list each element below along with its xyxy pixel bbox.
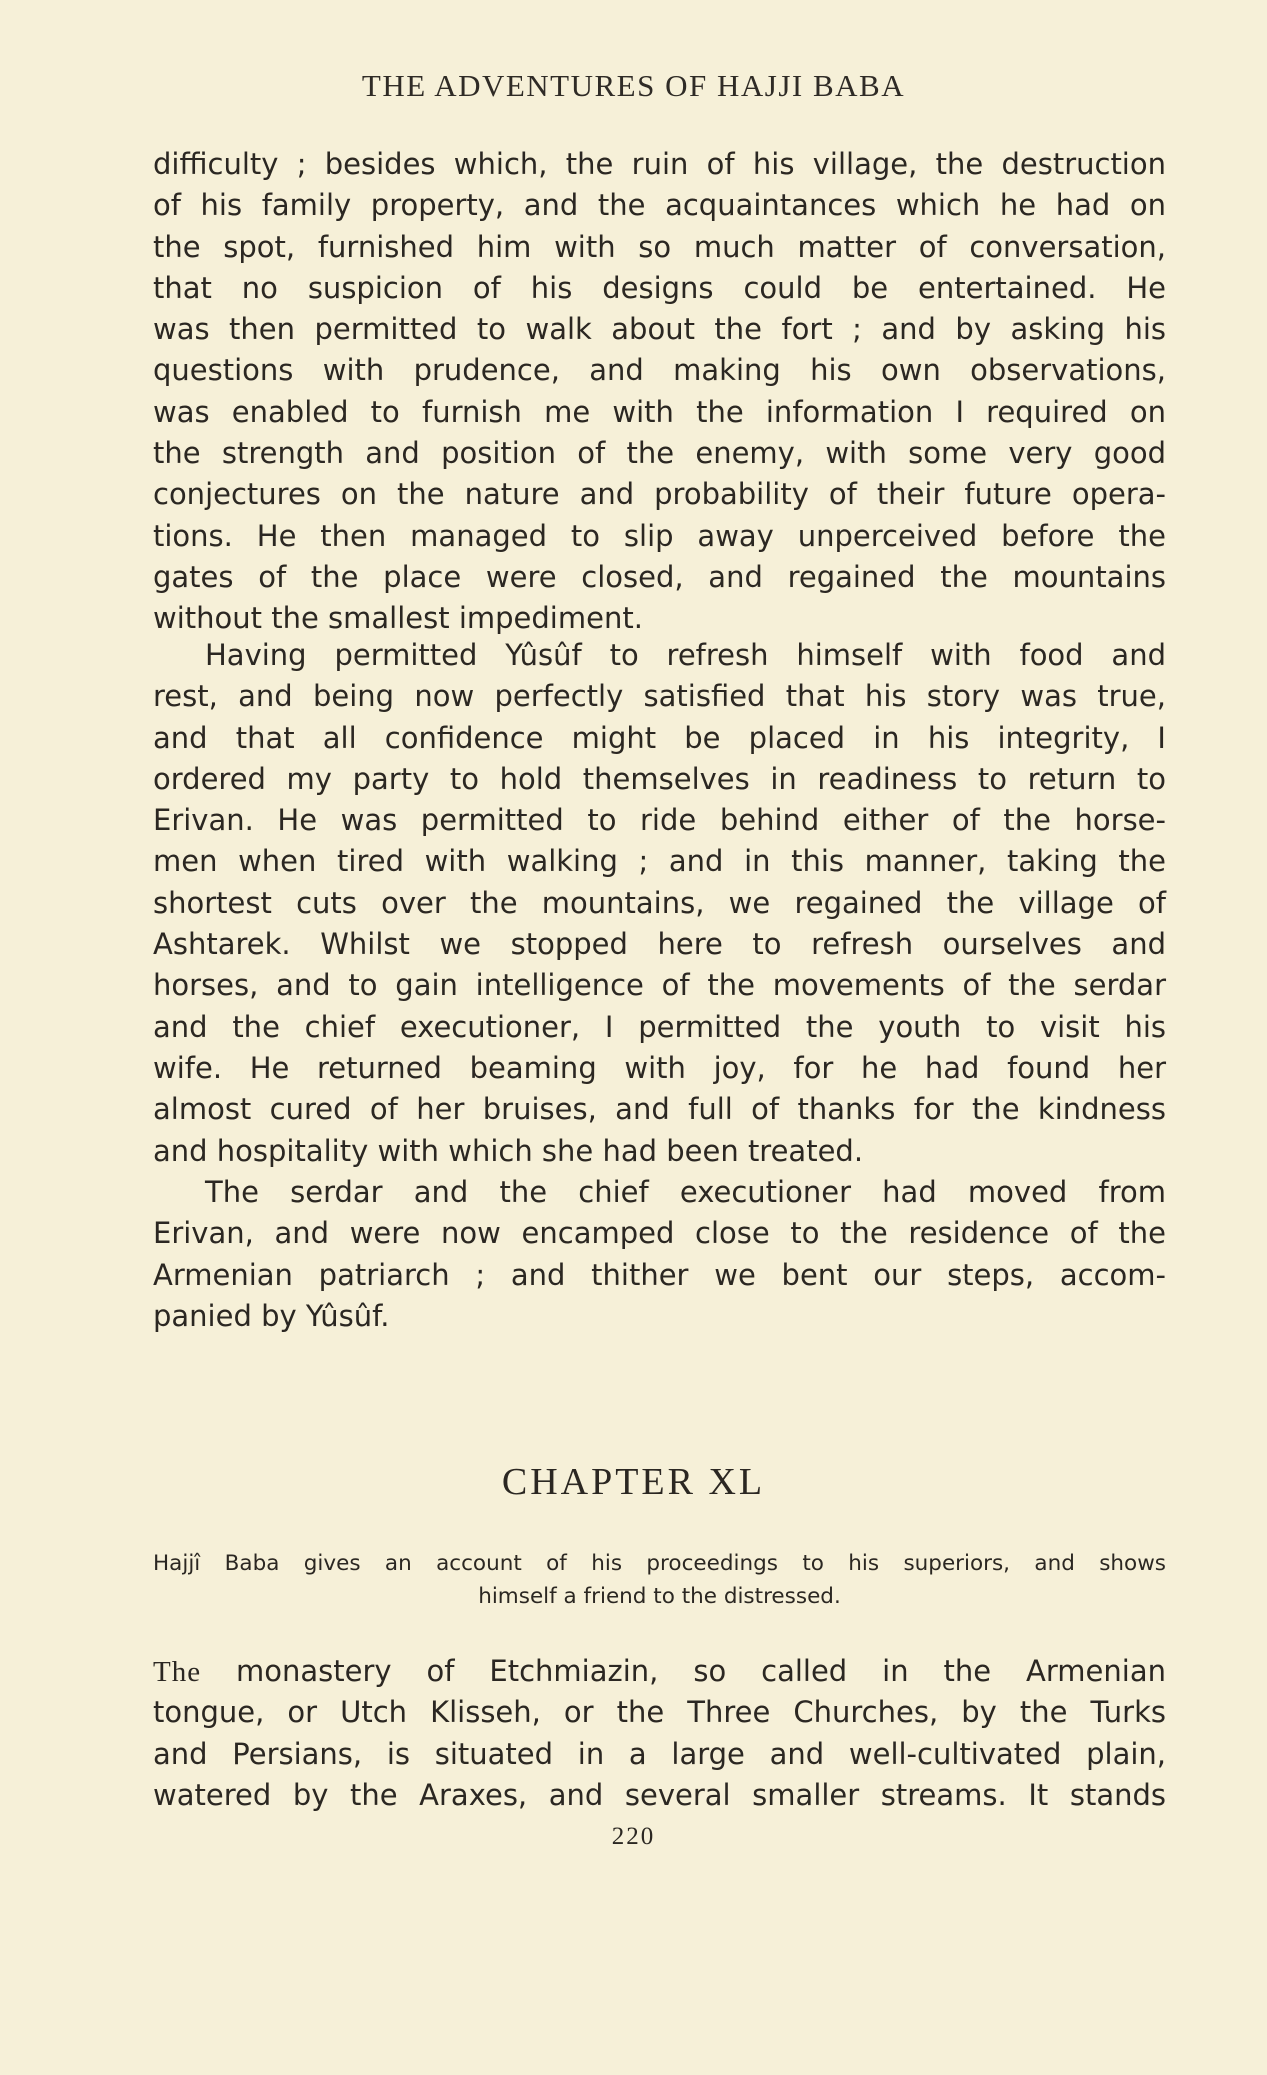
text-line: and that all confidence might be placed in his integrity, I — [153, 720, 1166, 755]
text-line: horses, and to gain intelligence of the movements of the serdar — [153, 968, 1166, 1003]
first-line-text: monastery of Etchmiazin, so called in the Armenian — [201, 1654, 1166, 1688]
text-line: the strength and position of the enemy, with some very good — [153, 436, 1166, 471]
text-line: The serdar and the chief executioner had moved from — [205, 1175, 1166, 1209]
running-head: THE ADVENTURES OF HAJJI BABA — [361, 68, 906, 103]
text-line: was enabled to furnish me with the information I required on — [153, 394, 1166, 429]
text-line: questions with prudence, and making his own observations, — [153, 353, 1166, 388]
text-line: that no suspicion of his designs could be entertained. He — [153, 270, 1166, 305]
text-line: and hospitality with which she had been treated. — [153, 1133, 864, 1168]
text-line: men when tired with walking ; and in this manner, taking the — [153, 844, 1166, 879]
text-line: tongue, or Utch Klisseh, or the Three Churches, by the Turks — [153, 1695, 1166, 1730]
text-line: of his family property, and the acquaintances which he had on — [153, 188, 1166, 223]
text-line: Erivan, and were now encamped close to the residence of the — [153, 1216, 1166, 1251]
chapter-summary — [153, 1547, 1166, 1613]
text-line: Erivan. He was permitted to ride behind either of the horse- — [153, 803, 1166, 838]
paragraph-4 — [153, 1651, 1166, 1816]
text-line: wife. He returned beaming with joy, for he had found her — [153, 1050, 1166, 1085]
text-line: Armenian patriarch ; and thither we bent our steps, accom- — [153, 1257, 1166, 1292]
text-line: and Persians, is situated in a large and well-cultivated plain, — [153, 1736, 1166, 1771]
page-number: 220 — [611, 1823, 656, 1850]
summary-line: himself a friend to the distressed. — [478, 1584, 841, 1609]
text-line: Having permitted Yûsûf to refresh himself with food and — [205, 638, 1166, 672]
paragraph-2 — [153, 635, 1166, 1172]
text-line: panied by Yûsûf. — [153, 1298, 390, 1333]
paragraph-1 — [153, 144, 1166, 640]
text-line: conjectures on the nature and probability of their future opera- — [153, 477, 1166, 512]
paragraph-3 — [153, 1172, 1166, 1337]
chapter-title: CHAPTER XL — [501, 1461, 766, 1503]
text-line: rest, and being now perfectly satisfied that his story was true, — [153, 679, 1166, 714]
text-line: shortest cuts over the mountains, we regained the village of — [153, 885, 1166, 920]
text-line — [153, 1651, 1166, 1692]
text-line: tions. He then managed to slip away unperceived before the — [153, 518, 1166, 553]
text-line: Ashtarek. Whilst we stopped here to refresh ourselves and — [153, 927, 1166, 962]
summary-line: Hajjî Baba gives an account of his proceedings to his superiors, and shows — [153, 1551, 1166, 1576]
text-line: gates of the place were closed, and regained the mountains — [153, 559, 1166, 594]
text-line: ordered my party to hold themselves in readiness to return to — [153, 761, 1166, 796]
text-line: watered by the Araxes, and several smaller streams. It stands — [153, 1777, 1166, 1812]
text-line: the spot, furnished him with so much matter of conversation, — [153, 229, 1166, 264]
text-line: without the smallest impediment. — [153, 601, 643, 636]
text-line: was then permitted to walk about the fort ; and by asking his — [153, 312, 1166, 347]
text-line: almost cured of her bruises, and full of thanks for the kindness — [153, 1092, 1166, 1127]
text-line: and the chief executioner, I permitted the youth to visit his — [153, 1009, 1166, 1044]
opening-word: The — [153, 1656, 202, 1688]
text-line: difficulty ; besides which, the ruin of his village, the destruction — [153, 147, 1166, 181]
